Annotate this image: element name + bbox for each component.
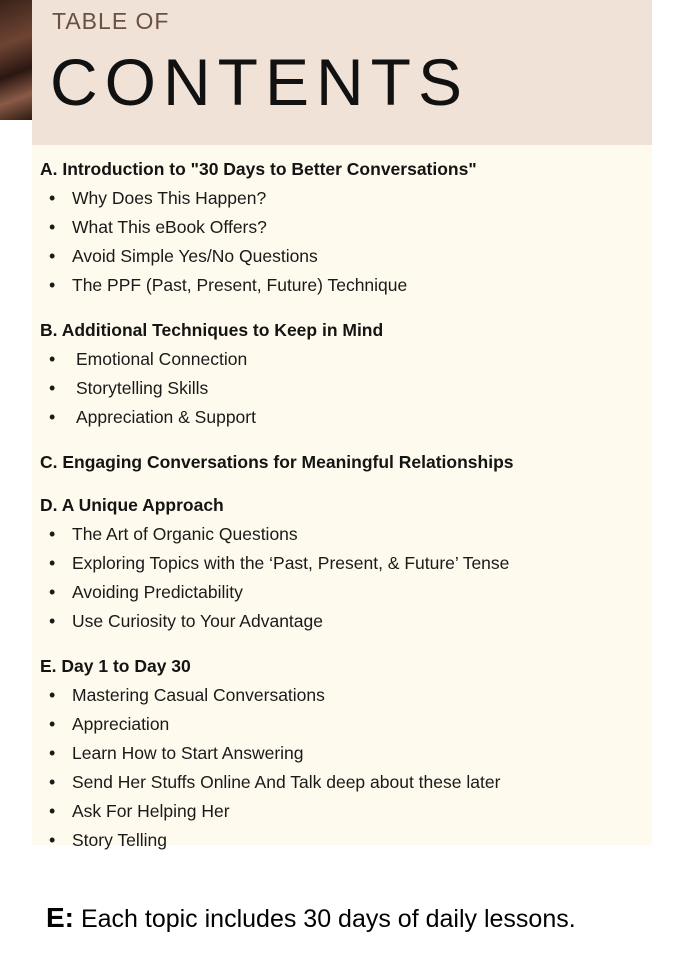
section-heading: A. Introduction to "30 Days to Better Conversations" (40, 159, 477, 179)
list-item: • The PPF (Past, Present, Future) Technique (40, 271, 660, 300)
list-item: • Why Does This Happen? (40, 184, 660, 213)
list-item: • Appreciation (40, 710, 660, 739)
section-heading: D. A Unique Approach (40, 495, 224, 515)
list-item: • Emotional Connection (40, 345, 660, 374)
title-large: CONTENTS (50, 45, 469, 119)
section-c (40, 449, 660, 475)
list-item: • Avoid Simple Yes/No Questions (40, 242, 660, 271)
list-item: • Story Telling (40, 826, 660, 855)
section-heading: B. Additional Techniques to Keep in Mind (40, 320, 384, 340)
list-item: • Storytelling Skills (40, 374, 660, 403)
section-e (40, 653, 660, 855)
list-item: • Send Her Stuffs Online And Talk deep about these later (40, 768, 660, 797)
list-item: • The Art of Organic Questions (40, 520, 660, 549)
cover-photo-strip (0, 0, 32, 120)
section-d (40, 492, 660, 636)
section-heading: E. Day 1 to Day 30 (40, 656, 191, 676)
list-item: • Mastering Casual Conversations (40, 681, 660, 710)
footer-note (46, 902, 576, 934)
title-small: TABLE OF (52, 8, 170, 34)
section-heading: C. Engaging Conversations for Meaningful Relationships (40, 452, 514, 472)
list-item: • Learn How to Start Answering (40, 739, 660, 768)
list-item: • Ask For Helping Her (40, 797, 660, 826)
toc-list (40, 156, 660, 872)
list-item: • Appreciation & Support (40, 403, 660, 432)
section-a (40, 156, 660, 300)
list-item: • Exploring Topics with the ‘Past, Present, & Future’ Tense (40, 549, 660, 578)
list-item: • Avoiding Predictability (40, 578, 660, 607)
section-b (40, 317, 660, 432)
footer-label: E: (46, 902, 74, 933)
list-item: • What This eBook Offers? (40, 213, 660, 242)
list-item: • Use Curiosity to Your Advantage (40, 607, 660, 636)
footer-text: Each topic includes 30 days of daily lessons. (74, 905, 576, 933)
